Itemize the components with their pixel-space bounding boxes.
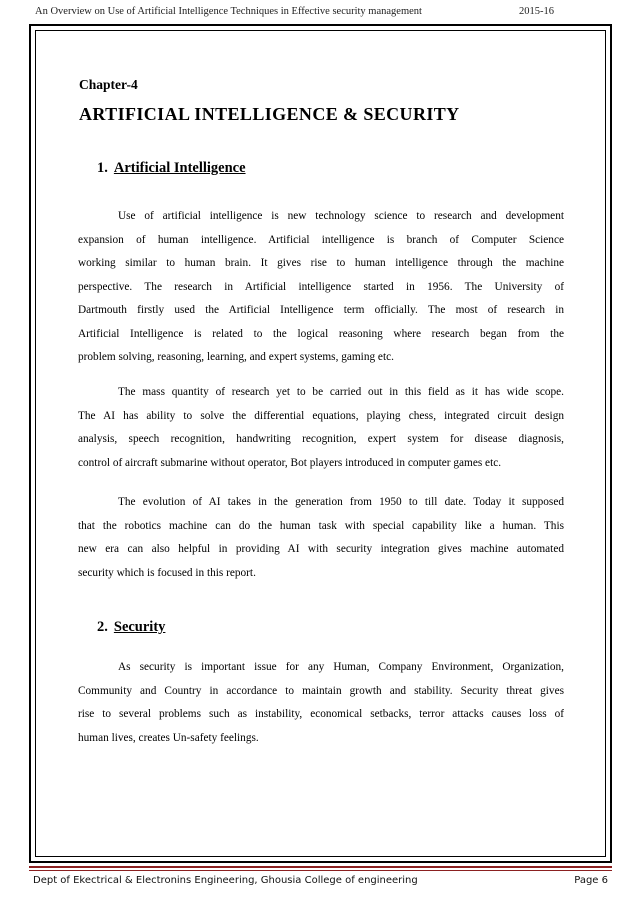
section-heading-security: [97, 619, 165, 636]
section-number: 1.: [97, 160, 108, 176]
page-title: ARTIFICIAL INTELLIGENCE & SECURITY: [79, 104, 460, 124]
header-title: An Overview on Use of Artificial Intelligence Techniques in Effective security management: [35, 6, 422, 17]
text-line: that the robotics machine can do the human task with special capability like a human. This: [78, 519, 564, 532]
section-title: Security: [113, 619, 166, 635]
text-line: new era can also helpful in providing AI with security integration gives machine automated: [78, 543, 564, 555]
paragraph-ai-intro: [78, 205, 564, 370]
text-line: Dartmouth firstly used the Artificial Intelligence term officially. The most of research in: [78, 304, 564, 316]
section-number: 2.: [97, 619, 108, 635]
paragraph-ai-scope: [78, 381, 564, 475]
text-line: problem solving, reasoning, learning, and expert systems, gaming etc.: [78, 351, 394, 363]
text-line: Artificial Intelligence is related to the logical reasoning where research began from the: [78, 327, 564, 340]
text-line: The AI has ability to solve the differential equations, playing chess, integrated circuit design: [78, 409, 564, 422]
text-line: Community and Country in accordance to maintain growth and stability. Security threat gives: [78, 684, 564, 697]
footer-rule-thin: [29, 870, 612, 871]
text-line: Use of artificial intelligence is new technology science to research and development: [118, 210, 564, 222]
text-line: As security is important issue for any Human, Company Environment, Organization,: [118, 661, 564, 673]
paragraph-ai-evolution: [78, 491, 564, 585]
section-heading-ai: [97, 160, 246, 177]
section-title: Artificial Intelligence: [113, 160, 246, 176]
page-footer: [33, 875, 608, 891]
text-line: working similar to human brain. It gives rise to human intelligence through the machine: [78, 257, 564, 269]
paragraph-security: [78, 656, 564, 750]
text-line: analysis, speech recognition, handwriting recognition, expert system for disease diagnosis,: [78, 433, 564, 445]
footer-department: Dept of Ekectrical & Electronins Engineering, Ghousia College of engineering: [33, 875, 418, 886]
text-line: control of aircraft submarine without operator, Bot players introduced in computer games etc.: [78, 456, 502, 469]
text-line: expansion of human intelligence. Artificial intelligence is branch of Computer Science: [78, 233, 564, 246]
footer-rule: [29, 866, 612, 868]
text-line: human lives, creates Un-safety feelings.: [78, 731, 259, 744]
text-line: perspective. The research in Artificial intelligence started in 1956. The University of: [78, 280, 564, 293]
header-year: 2015-16: [519, 6, 554, 17]
chapter-label: Chapter-4: [79, 77, 138, 92]
text-line: The mass quantity of research yet to be carried out in this field as it has wide scope.: [118, 386, 564, 398]
text-line: rise to several problems such as instability, economical setbacks, terror attacks causes loss of: [78, 708, 564, 720]
page-header: [0, 6, 638, 26]
text-line: security which is focused in this report.: [78, 566, 256, 579]
page-number: Page 6: [574, 875, 608, 886]
text-line: The evolution of AI takes in the generation from 1950 to till date. Today it supposed: [118, 496, 564, 508]
